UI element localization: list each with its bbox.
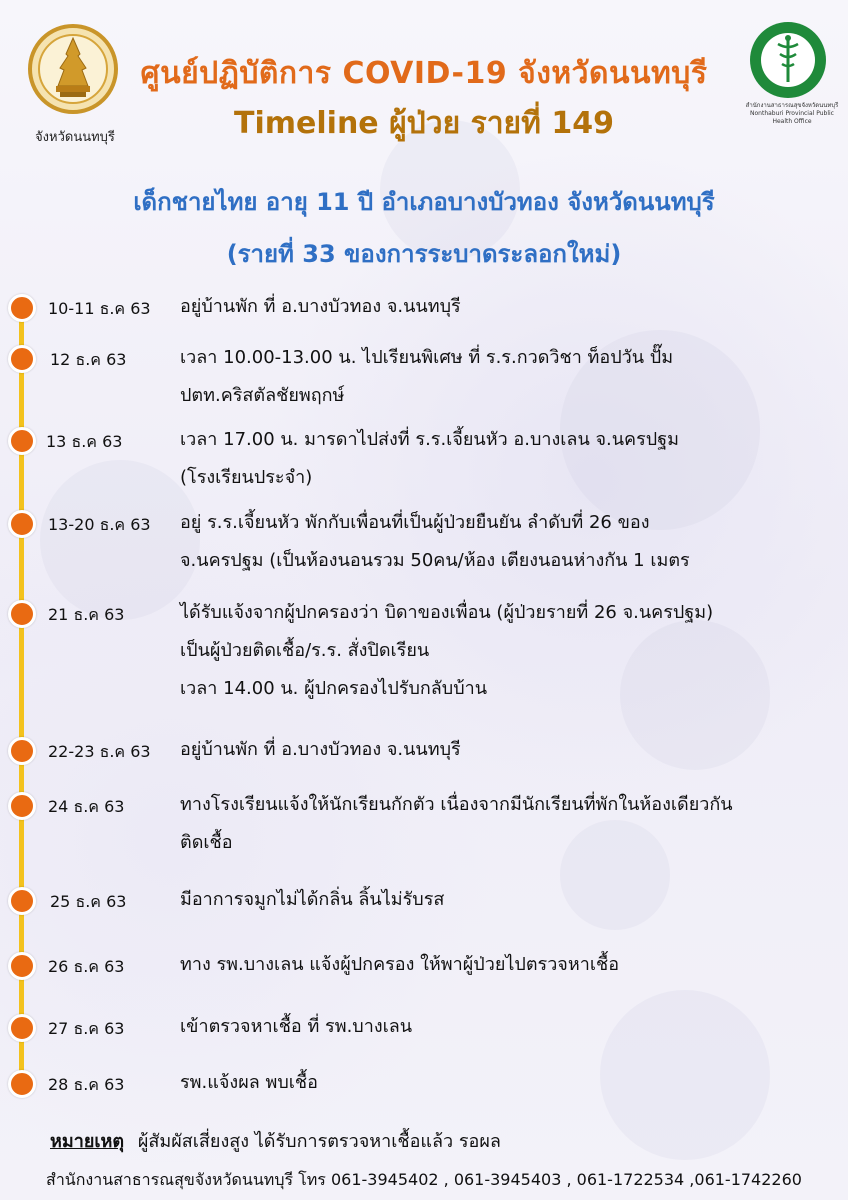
note-label: หมายเหตุ [50,1131,125,1152]
patient-description: เด็กชายไทย อายุ 11 ปี อำเภอบางบัวทอง จังหวัดนนทบุรี [133,188,715,216]
timeline-dot [8,792,36,820]
timeline-description-line: เวลา 17.00 น. มารดาไปส่งที่ ร.ร.เจี้ยนหัว อ.บางเลน จ.นครปฐม [180,429,679,450]
moph-office-label-en: Nonthaburi Provincial Public Health Office [750,110,834,125]
timeline-description-line: (โรงเรียนประจำ) [180,467,313,488]
timeline-description-line: เข้าตรวจหาเชื้อ ที่ รพ.บางเลน [180,1016,413,1037]
timeline-date: 13-20 ธ.ค 63 [48,515,151,534]
timeline-date: 26 ธ.ค 63 [48,957,125,976]
timeline-description [180,288,840,326]
timeline-description [180,786,840,862]
timeline-description [180,504,840,580]
timeline-description-line: รพ.แจ้งผล พบเชื้อ [180,1072,318,1093]
page-title: ศูนย์ปฏิบัติการ COVID-19 จังหวัดนนทบุรี [140,56,708,91]
timeline-dot [8,737,36,765]
moph-office-label-th: สำนักงานสาธารณสุขจังหวัดนนทบุรี [745,102,839,109]
timeline-date: 21 ธ.ค 63 [48,605,125,624]
left-logo-label: จังหวัดนนทบุรี [35,130,115,145]
timeline-description-line: อยู่บ้านพัก ที่ อ.บางบัวทอง จ.นนทบุรี [180,739,461,760]
timeline-date: 12 ธ.ค 63 [50,350,127,369]
timeline-description-line: เป็นผู้ป่วยติดเชื้อ/ร.ร. สั่งปิดเรียน [180,640,430,661]
timeline-description-line: เวลา 10.00-13.00 น. ไปเรียนพิเศษ ที่ ร.ร.กวดวิชา ท็อปวัน ปั๊ม [180,347,674,368]
timeline-dot [8,887,36,915]
timeline-description [180,946,840,984]
timeline-description-line: ปตท.คริสตัลชัยพฤกษ์ [180,385,345,406]
timeline-dot [8,510,36,538]
timeline-description [180,881,840,919]
timeline-description-line: ทาง รพ.บางเลน แจ้งผู้ปกครอง ให้พาผู้ป่วยไปตรวจหาเชื้อ [180,954,620,975]
timeline-date: 22-23 ธ.ค 63 [48,742,151,761]
timeline-date: 25 ธ.ค 63 [50,892,127,911]
footer-contact: สำนักงานสาธารณสุขจังหวัดนนทบุรี โทร 061-3945402 , 061-3945403 , 061-1722534 ,061-1742260 [46,1170,802,1189]
timeline-dot [8,427,36,455]
timeline-description [180,339,840,415]
timeline-description-line: อยู่บ้านพัก ที่ อ.บางบัวทอง จ.นนทบุรี [180,296,461,317]
timeline-description [180,731,840,769]
note [50,1126,501,1155]
background-virus-shape [40,460,200,620]
timeline-description [180,1008,840,1046]
note-text: ผู้สัมผัสเสี่ยงสูง ได้รับการตรวจหาเชื้อแล้ว รอผล [137,1131,501,1152]
timeline-description-line: มีอาการจมูกไม่ได้กลิ่น ลิ้นไม่รับรส [180,889,445,910]
page-subtitle: Timeline ผู้ป่วย รายที่ 149 [234,106,614,141]
timeline-dot [8,345,36,373]
timeline-date: 28 ธ.ค 63 [48,1075,125,1094]
timeline-description [180,421,840,497]
timeline-dot [8,1070,36,1098]
patient-wave-case: (รายที่ 33 ของการระบาดระลอกใหม่) [226,240,622,268]
timeline-dot [8,1014,36,1042]
timeline-description-line: ได้รับแจ้งจากผู้ปกครองว่า บิดาของเพื่อน (ผู้ป่วยรายที่ 26 จ.นครปฐม) [180,602,714,623]
timeline-description-line: ติดเชื้อ [180,832,233,853]
timeline-date: 27 ธ.ค 63 [48,1019,125,1038]
timeline-description-line: จ.นครปฐม (เป็นห้องนอนรวม 50คน/ห้อง เตียงนอนห่างกัน 1 เมตร [180,550,690,571]
timeline-date: 24 ธ.ค 63 [48,797,125,816]
timeline-dot [8,952,36,980]
timeline-date: 10-11 ธ.ค 63 [48,299,151,318]
timeline-description-line: ทางโรงเรียนแจ้งให้นักเรียนกักตัว เนื่องจากมีนักเรียนที่พักในห้องเดียวกัน [180,794,733,815]
timeline-description-line: เวลา 14.00 น. ผู้ปกครองไปรับกลับบ้าน [180,678,488,699]
timeline-dot [8,600,36,628]
timeline-description-line: อยู่ ร.ร.เจี้ยนหัว พักกับเพื่อนที่เป็นผู้ป่วยยืนยัน ลำดับที่ 26 ของ [180,512,650,533]
timeline-date: 13 ธ.ค 63 [46,432,123,451]
timeline-description [180,1064,840,1102]
timeline-description [180,594,840,708]
timeline-dot [8,294,36,322]
